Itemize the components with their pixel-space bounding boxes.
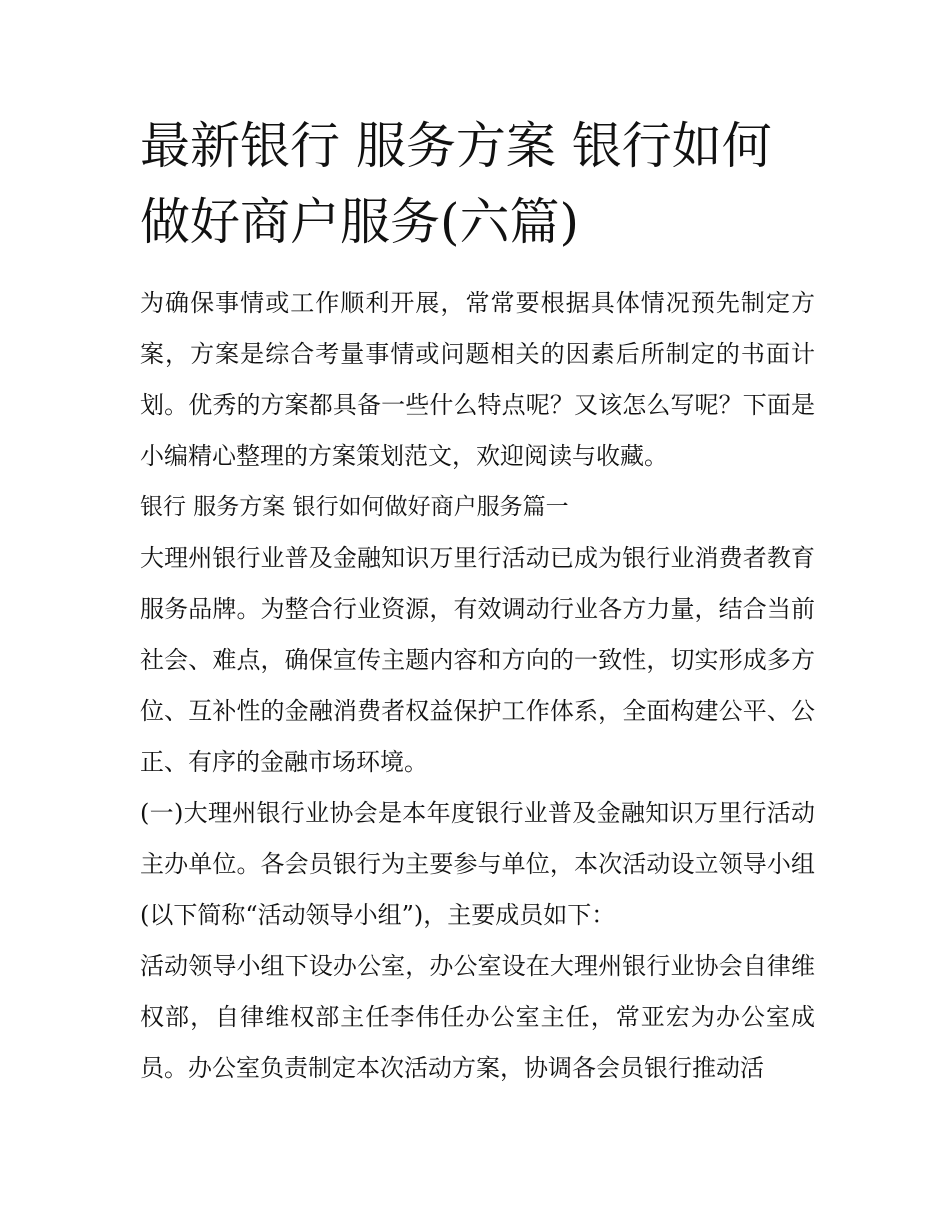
- section-heading: 银行 服务方案 银行如何做好商户服务篇一: [140, 494, 569, 520]
- document-title: 最新银行 服务方案 银行如何做好商户服务(六篇): [140, 117, 772, 251]
- body-paragraph-2: (一)大理州银行业协会是本年度银行业普及金融知识万里行活动主办单位。各会员银行为主要参与单位，本次活动设立领导小组(以下简称“活动领导小组”)，主要成员如下：: [140, 799, 815, 929]
- body-paragraph-1: 大理州银行业普及金融知识万里行活动已成为银行业消费者教育服务品牌。为整合行业资源，有效调动行业各方力量，结合当前社会、难点，确保宣传主题内容和方向的一致性，切实形成多方位、互补性的金融消费者权益保护工作体系，全面构建公平、公正、有序的金融市场环境。: [140, 544, 815, 776]
- document-page: [140, 108, 815, 1094]
- body-paragraph-3: 活动领导小组下设办公室，办公室设在大理州银行业协会自律维权部，自律维权部主任李伟任办公室主任，常亚宏为办公室成员。办公室负责制定本次活动方案，协调各会员银行推动活: [140, 952, 815, 1082]
- intro-paragraph: 为确保事情或工作顺利开展，常常要根据具体情况预先制定方案，方案是综合考量事情或问题相关的因素后所制定的书面计划。优秀的方案都具备一些什么特点呢？又该怎么写呢？下面是小编精心整理的方案策划范文，欢迎阅读与收藏。: [140, 289, 815, 470]
